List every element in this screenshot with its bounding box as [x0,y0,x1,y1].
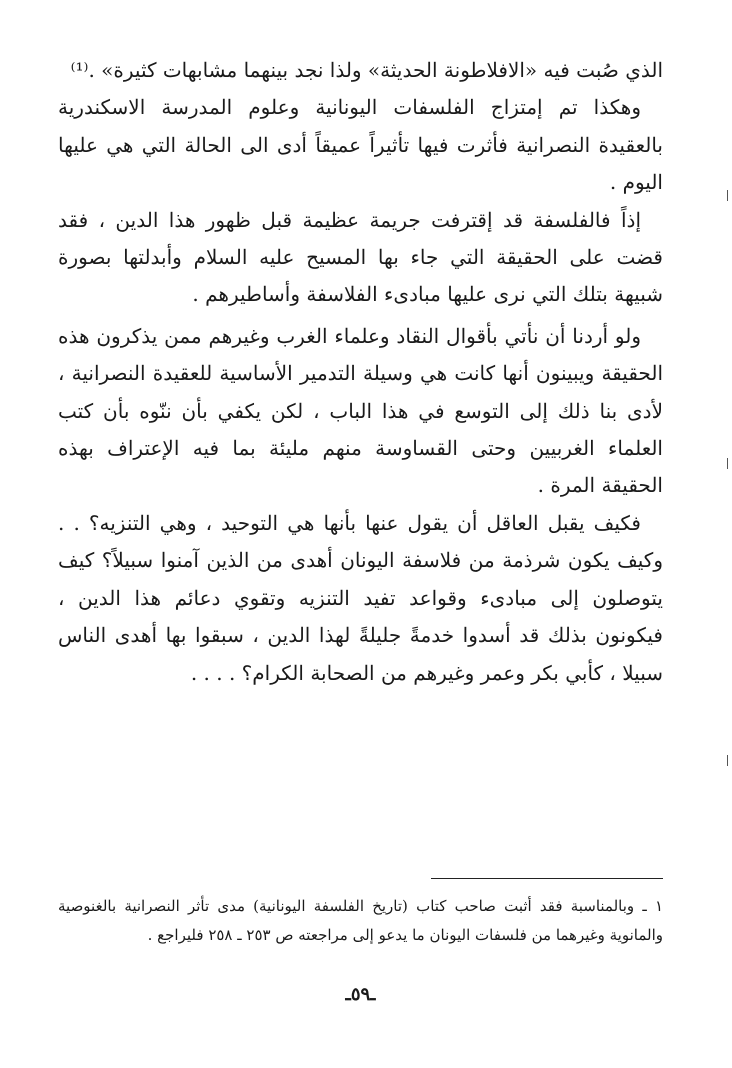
paragraph-5: فكيف يقبل العاقل أن يقول عنها بأنها هي التوحيد ، وهي التنزيه؟ . . وكيف يكون شرذمة من فلاسفة اليونان أهدى من الذين آمنوا سبيلاً؟ كيف يتوصلون إلى مبادىء وقواعد تفيد التنزيه وتقوي دعائم هذا الدين ، فيكونون بذلك قد أسدوا خدمةً جليلةً لهذا الدين ، سبقوا بها أهدى الناس سبيلا ، كأبي بكر وعمر وغيرهم من الصحابة الكرام؟ . . . . [58,510,663,685]
body-text [58,52,663,692]
paragraph-4: ولو أردنا أن نأتي بأقوال النقاد وعلماء الغرب وغيرهم ممن يذكرون هذه الحقيقة ويبينون أنها كانت هي وسيلة التدمير الأساسية للعقيدة النصرانية ، لأدى بنا ذلك إلى التوسع في هذا الباب ، لكن يكفي بأن ننّوه بأن كتب العلماء الغربيين وحتى القساوسة منهم مليئة بما فيه الإعتراف بهذه الحقيقة المرة . [58,323,663,498]
footnotes [58,892,663,950]
paragraph-3: إذاً فالفلسفة قد إقترفت جريمة عظيمة قبل ظهور هذا الدين ، فقد قضت على الحقيقة التي جاء بها المسيح عليه السلام وأبدلتها بصورة شبيهة بتلك التي نرى عليها مبادىء الفلاسفة وأساطيرهم . [58,207,663,307]
scan-edge-mark [727,755,728,766]
book-page [58,52,663,1052]
paragraph-2: وهكذا تم إمتزاج الفلسفات اليونانية وعلوم المدرسة الاسكندرية بالعقيدة النصرانية فأثرت فيها تأثيراً عميقاً أدى الى الحالة التي هي عليها اليوم . [58,95,663,195]
scan-edge-mark [727,458,728,469]
scan-edge-mark [727,190,728,201]
footnote-divider [431,878,663,879]
paragraph-1: الذي صُبت فيه «الافلاطونة الحديثة» ولذا نجد بينهما مشابهات كثيرة» .⁽¹⁾ [70,58,663,82]
footnote-1: ١ ـ وبالمناسبة فقد أثبت صاحب كتاب (تاريخ الفلسفة اليونانية) مدى تأثر النصرانية بالغنوصية والمانوية وغيرهما من فلسفات اليونان ما يدعو إلى مراجعته ص ٢٥٣ ـ ٢٥٨ فليراجع . [58,897,663,944]
page-number: ـ٥٩ـ [345,984,376,1005]
